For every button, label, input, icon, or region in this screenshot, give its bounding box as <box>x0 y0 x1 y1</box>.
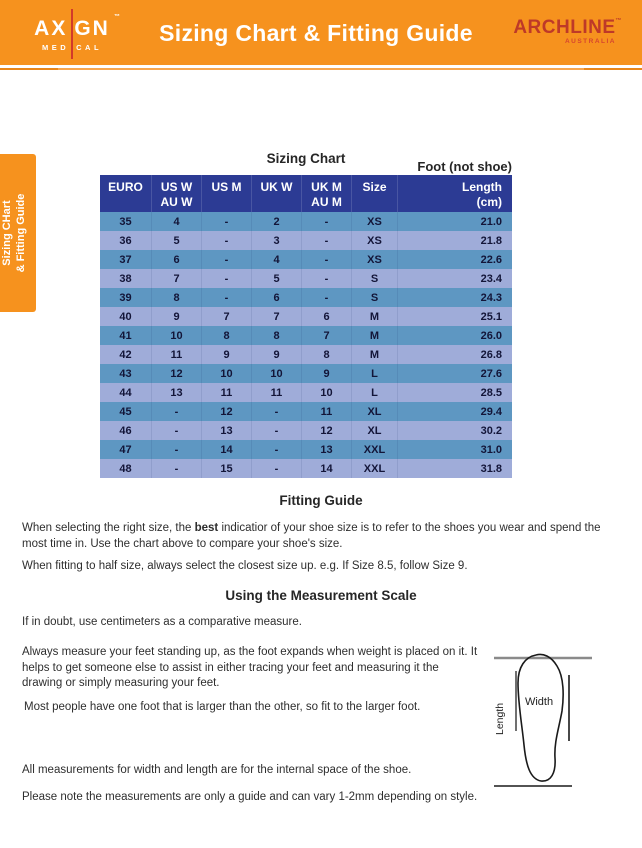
table-cell: 8 <box>252 326 302 345</box>
table-cell: 12 <box>152 364 202 383</box>
table-cell: 8 <box>302 345 352 364</box>
sizing-table <box>100 175 512 478</box>
column-header: US M <box>202 175 252 212</box>
measurement-paragraph-5: Please note the measurements are only a guide and can vary 1-2mm depending on style. <box>22 791 478 803</box>
table-cell: 13 <box>202 421 252 440</box>
table-cell: 21.0 <box>480 215 502 228</box>
table-row <box>100 250 512 269</box>
table-cell: 36 <box>100 231 152 250</box>
table-cell: - <box>152 459 202 478</box>
table-cell: - <box>302 250 352 269</box>
table-cell: 12 <box>302 421 352 440</box>
table-row <box>100 269 512 288</box>
measurement-paragraph-2: Always measure your feet standing up, as the foot expands when weight is placed on it. It helps to get someone else to assist in either tracing your feet and measuring it the drawing or simply measuring your feet. <box>22 646 478 690</box>
table-cell: 9 <box>202 345 252 364</box>
table-cell: XXL <box>352 459 398 478</box>
table-cell: 21.8 <box>480 234 502 247</box>
table-cell: M <box>352 307 398 326</box>
table-row <box>100 421 512 440</box>
table-cell: S <box>352 269 398 288</box>
table-cell: 15 <box>202 459 252 478</box>
table-cell: 14 <box>202 440 252 459</box>
table-cell: - <box>202 231 252 250</box>
table-cell: L <box>352 364 398 383</box>
axign-wordmark: AX GN <box>34 17 110 40</box>
table-cell: 9 <box>252 345 302 364</box>
table-cell: 48 <box>100 459 152 478</box>
side-tab <box>0 154 36 312</box>
table-cell: 6 <box>152 250 202 269</box>
table-cell: 27.6 <box>480 367 502 380</box>
table-cell: 4 <box>252 250 302 269</box>
table-cell: 30.2 <box>480 424 502 437</box>
table-cell: 10 <box>202 364 252 383</box>
table-row <box>100 345 512 364</box>
table-cell: 13 <box>302 440 352 459</box>
archline-trademark: ™ <box>615 18 622 24</box>
table-cell: - <box>152 421 202 440</box>
axign-medical-logo <box>22 9 122 59</box>
table-row <box>100 231 512 250</box>
table-cell: 26.8 <box>480 348 502 361</box>
table-cell: - <box>302 269 352 288</box>
table-cell: 31.8 <box>480 462 502 475</box>
table-cell: 5 <box>252 269 302 288</box>
column-header: Length (cm) <box>462 180 502 209</box>
table-header-row <box>100 175 512 212</box>
table-cell: 35 <box>100 212 152 231</box>
table-cell: 11 <box>252 383 302 402</box>
table-cell: 46 <box>100 421 152 440</box>
archline-australia-sub: AUSTRALIA <box>564 38 616 45</box>
table-cell: 44 <box>100 383 152 402</box>
table-cell: 9 <box>152 307 202 326</box>
table-cell: - <box>302 212 352 231</box>
table-cell: 43 <box>100 364 152 383</box>
table-cell: - <box>152 440 202 459</box>
side-tab-label: Sizing CHart & Fitting Guide <box>1 193 28 273</box>
table-row <box>100 307 512 326</box>
table-cell: 11 <box>202 383 252 402</box>
table-cell: XXL <box>352 440 398 459</box>
axign-medical-sub: MED CAL <box>41 43 103 52</box>
table-cell: XL <box>352 421 398 440</box>
table-cell: 24.3 <box>480 291 502 304</box>
column-header: UK W <box>252 175 302 212</box>
table-cell: 7 <box>302 326 352 345</box>
archline-logo <box>502 18 622 45</box>
table-cell: 39 <box>100 288 152 307</box>
table-cell: 26.0 <box>480 329 502 342</box>
table-cell: - <box>302 288 352 307</box>
header-band <box>0 0 642 65</box>
foot-not-shoe-label: Foot (not shoe) <box>417 159 512 174</box>
measurement-paragraph-1: If in doubt, use centimeters as a comparative measure. <box>22 616 302 628</box>
table-cell: 3 <box>252 231 302 250</box>
measurement-paragraph-4: All measurements for width and length are for the internal space of the shoe. <box>22 764 412 776</box>
table-cell: 7 <box>252 307 302 326</box>
table-cell: 10 <box>302 383 352 402</box>
page-title: Sizing Chart & Fitting Guide <box>159 20 473 46</box>
measurement-paragraph-3: Most people have one foot that is larger than the other, so fit to the larger foot. <box>24 701 421 713</box>
table-cell: 5 <box>152 231 202 250</box>
table-cell: 45 <box>100 402 152 421</box>
length-label: Length <box>494 702 506 735</box>
table-row <box>100 459 512 478</box>
header-divider-line <box>0 68 642 70</box>
column-header: US W AU W <box>152 175 202 212</box>
foot-outline <box>518 654 563 781</box>
table-cell: 7 <box>152 269 202 288</box>
table-cell: 28.5 <box>480 386 502 399</box>
table-cell: 11 <box>152 345 202 364</box>
table-cell: 7 <box>202 307 252 326</box>
table-cell: 6 <box>252 288 302 307</box>
table-cell: - <box>252 459 302 478</box>
table-cell: 12 <box>202 402 252 421</box>
table-cell: 38 <box>100 269 152 288</box>
table-cell: 11 <box>302 402 352 421</box>
table-row <box>100 326 512 345</box>
table-cell: - <box>202 212 252 231</box>
archline-wordmark: ARCHLINE™ <box>513 17 622 38</box>
table-cell: M <box>352 345 398 364</box>
table-cell: 2 <box>252 212 302 231</box>
fitting-guide-paragraph-1: When selecting the right size, the best indicatior of your shoe size is to refer to the shoes you wear and spend the most time in. Use the chart above to compare your shoe's size. <box>22 522 601 550</box>
column-header: Size <box>352 175 398 212</box>
table-row <box>100 288 512 307</box>
table-cell: 8 <box>202 326 252 345</box>
table-cell: 23.4 <box>480 272 502 285</box>
foot-measurement-diagram <box>492 645 637 793</box>
column-header: UK M AU M <box>302 175 352 212</box>
table-cell: - <box>202 288 252 307</box>
table-cell: 40 <box>100 307 152 326</box>
table-cell: L <box>352 383 398 402</box>
table-row <box>100 364 512 383</box>
table-cell: 4 <box>152 212 202 231</box>
table-cell: 37 <box>100 250 152 269</box>
table-cell: 42 <box>100 345 152 364</box>
sizing-chart-title: Sizing Chart <box>266 151 346 166</box>
width-label: Width <box>524 696 554 708</box>
table-cell: - <box>152 402 202 421</box>
table-cell: 31.0 <box>480 443 502 456</box>
table-cell: 9 <box>302 364 352 383</box>
table-row <box>100 402 512 421</box>
table-cell: - <box>202 250 252 269</box>
table-cell: - <box>202 269 252 288</box>
table-cell: 10 <box>252 364 302 383</box>
table-cell: 47 <box>100 440 152 459</box>
table-cell: - <box>252 421 302 440</box>
table-cell: - <box>252 440 302 459</box>
table-row <box>100 383 512 402</box>
table-row <box>100 212 512 231</box>
column-header: EURO <box>100 175 152 212</box>
table-cell: 29.4 <box>480 405 502 418</box>
table-cell: 13 <box>152 383 202 402</box>
table-cell: - <box>252 402 302 421</box>
fitting-guide-heading: Fitting Guide <box>279 493 363 508</box>
table-cell: 41 <box>100 326 152 345</box>
table-cell: XS <box>352 212 398 231</box>
table-cell: 6 <box>302 307 352 326</box>
table-cell: XS <box>352 250 398 269</box>
fitting-guide-paragraph-2: When fitting to half size, always select the closest size up. e.g. If Size 8.5, follow Size 9. <box>22 560 468 572</box>
table-cell: 25.1 <box>480 310 502 323</box>
measurement-scale-heading: Using the Measurement Scale <box>225 588 417 603</box>
table-cell: 10 <box>152 326 202 345</box>
table-cell: - <box>302 231 352 250</box>
table-cell: XL <box>352 402 398 421</box>
table-cell: M <box>352 326 398 345</box>
table-cell: 22.6 <box>480 253 502 266</box>
table-cell: S <box>352 288 398 307</box>
table-cell: XS <box>352 231 398 250</box>
table-cell: 8 <box>152 288 202 307</box>
table-cell: 14 <box>302 459 352 478</box>
table-row <box>100 440 512 459</box>
axign-trademark: ™ <box>114 14 120 20</box>
